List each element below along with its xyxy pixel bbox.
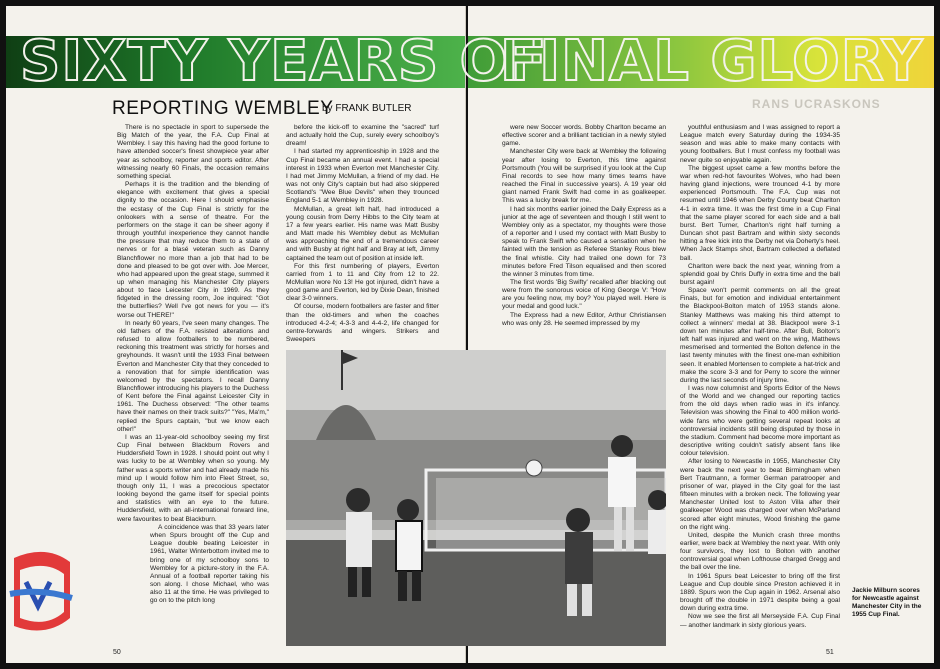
paragraph: For this first numbering of players, Everton carried from 1 to 11 and City from 12 to 22. McMullan wore No 13! He got injured, didn't have a good game and Everton, led by Dixie Dean, finished clear 3-0 winners. xyxy=(286,262,439,303)
page-number-left: 50 xyxy=(113,649,121,656)
text-column-1 xyxy=(117,124,269,524)
match-photo xyxy=(286,350,666,646)
paragraph: were new Soccer words. Bobby Charlton became an effective scorer and a brilliant tactician in a newly styled game. xyxy=(502,124,666,148)
banner-title-left: SIXTY YEARS OF xyxy=(20,29,548,94)
paragraph: before the kick-off to examine the "sacred" turf and actually hold the Cup, surely every schoolboy's dream! xyxy=(286,124,439,148)
paragraph: Charlton were back the next year, winning from a splendid goal by Chris Duffy in extra time and the ball burst again! xyxy=(680,262,840,286)
text-column-3 xyxy=(502,124,666,380)
paragraph: The Express had a new Editor, Arthur Christiansen who was only 28. He seemed impressed by my xyxy=(502,311,666,327)
paragraph: I had started my apprenticeship in 1928 and the Cup Final became an annual event. I had a special interest in 1933 when Everton met Manchester City. I had met Jimmy McMullan, a friend of my dad. He was not only City's captain but had also skippered Scotland's "Wee Blue Devils" when they trounced England 5-1 at Wembley in 1928. xyxy=(286,148,439,205)
paragraph: I had six months earlier joined the Daily Express as a junior at the age of seventeen and though I still went to Wembley only as a spectator, my thoughts were those of a reporter and I used my contact with Matt Busby to speak to Frank Swift who caused a sensation when he fainted with the tension as Referee Stanley Rous blew the final whistle. City had trailed one down for 73 minutes before Fred Tilson equalised and then scored the winner 3 minutes from time. xyxy=(502,205,666,278)
paragraph: United, despite the Munich crash three months earlier, were back at Wembley the next year. With only four survivors, they lost to Bolton with another controversial goal when Lofthouse charged Gregg and the ball over the line. xyxy=(680,531,840,572)
article-byline: by FRANK BUTLER xyxy=(322,103,412,114)
text-column-1-continued xyxy=(150,524,269,642)
paragraph: A coincidence was that 33 years later when Spurs brought off the Cup and League double beating Leicester in 1961, Walter Winterbottom invited me to bring one of my schoolboy sons to Wembley for a picture-story in the F.A. Annual of a football reporter taking his son along. I chose Michael, who was also 11 at the time. He was privileged to go on to the pitch long xyxy=(150,524,269,605)
paragraph: Of course, modern footballers are faster and fitter than the old-timers and when the coaches introduced 4-2-4; 4-3-3 and 4-4-2, life changed for centre-forwards and wingers. Strikers and Sweepers xyxy=(286,303,439,344)
page-number-right: 51 xyxy=(826,649,834,656)
paragraph: The first words 'Big Swifty' recalled after blacking out were from the sonorous voice of King George V: "How are you feeling now, my boy? You played well. Here is your medal and good luck." xyxy=(502,278,666,311)
paragraph: Now we see the first all Merseyside F.A. Cup Final — another landmark in sixty glorious years. xyxy=(680,613,840,629)
paragraph: In 1961 Spurs beat Leicester to bring off the first League and Cup double since Preston achieved it in 1889. Spurs won the Cup again in 1962. Arsenal also brought off the double in 1971 despite being a goal down during extra time. xyxy=(680,572,840,613)
fa-logo-emblem xyxy=(6,548,76,638)
photo-scene xyxy=(286,350,666,646)
paragraph: The biggest upset came a few months before the war when red-hot favourites Wolves, who had been having gland injections, were trounced 4-1 by more experienced Portsmouth. The F.A. Cup was not resumed until 1946 when Derby County beat Charlton 4-1 in extra time. It was the first time in a Cup Final that the same player scored for each side and a ball burst. Bert Turner, Charlton's right half turning a Duncan shot past Bartram and within sixty seconds hitting a free kick into the Derby net via Doherty's heel. When Jack Stamps shot, Bartram collected a deflated ball. xyxy=(680,164,840,262)
paragraph: Manchester City were back at Wembley the following year after losing to Everton, this time against Portsmouth (You will be surprised if you look at the Cup Final records to see how many times teams have reached the Final in successive years). A 19 year old giant named Frank Swift had come in as goalkeeper. This was a lucky break for me. xyxy=(502,148,666,205)
paragraph: I was an 11-year-old schoolboy seeing my first Cup Final between Blackburn Rovers and Huddersfield Town in 1928. I should point out why I was lucky to be at Wembley when so young. My father was a sports writer and had already made his mind up I would follow him into Fleet Street, so, though only 11, I was a precocious spectator looking beyond the game itself for special points and statistics with an eye to the future. Huddersfield, with an all-international forward line, were favourites to beat Blackburn. xyxy=(117,433,269,523)
paragraph: After losing to Newcastle in 1955, Manchester City were back the next year to beat Birmingham when Bert Trautmann, a former German paratrooper and prisoner of war, played in the City goal for the last fifteen minutes with a broken neck. The following year Manchester United lost to Aston Villa after their goalkeeper Wood was charged over when McParland scored after eight minutes, Wood finishing the game on the right wing. xyxy=(680,458,840,531)
text-column-2 xyxy=(286,124,439,348)
paragraph: youthful enthusiasm and I was assigned to report a League match every Saturday during the 1934-35 season and was able to make many contacts with young footballers. But I must confess my football was never quite so enjoyable again. xyxy=(680,124,840,164)
photo-caption: Jackie Milburn scores for Newcastle against Manchester City in the 1955 Cup Final. xyxy=(852,587,922,618)
paragraph: McMullan, a great left half, had introduced a young cousin from Derry Hibbs to the City team at 17 a few years earlier. His name was Matt Busby and Matt made his Wembley debut as McMullan was approaching the end of a tremendous career and with Busby at right half and Bray at left, Jimmy captained the team out of position at inside left. xyxy=(286,205,439,262)
banner-title-right: FINAL GLORY xyxy=(500,29,924,94)
paragraph: I was now columnist and Sports Editor of the News of the World and we changed our reporting tactics from the old days when radio was in it's infancy. Television was showing the Final to 400 million world-wide fans who were getting several repeat looks at controversial incidents still being disputed by those in the stadium. Comment had become more important as descriptive writing couldn't satisfy absent fans like colour television. xyxy=(680,385,840,458)
paragraph: Space won't permit comments on all the great Finals, but for emotion and individual entertainment the Blackpool-Bolton match of 1953 stands alone. Stanley Matthews was making his third attempt to collect a winners' medal at 38. Blackpool were 3-1 down ten minutes after half-time. After Bull, Bolton's left half was injured and went on the wing, Matthews mesmerised and tormented the Bolton defence in the last twenty minutes with the finest one-man exhibition seen. It enabled Mortensen to complete a hat-trick and make the score 3-3 and for Perry to score the winner during the last seconds of injury time. xyxy=(680,287,840,384)
paragraph: There is no spectacle in sport to supersede the Big Match of the year, the F.A. Cup Final at Wembley. I say this having had the good fortune to have attended soccer's finest showpiece year after year as schoolboy, reporter and sports editor. After witnessing nearly 60 Finals, the occasion remains something special. xyxy=(117,124,269,180)
paragraph: In nearly 60 years, I've seen many changes. The old fathers of the F.A. resisted alterations and refused to allow footballers to be numbered, reckoning this treatment was strictly for horses and greyhounds. It wasn't until the 1933 Final between Everton and Manchester City that they conceded to a renovation that for simple identification was welcomed by the spectators. I recall Danny Blanchflower introducing his players to the Duchess of Kent before the Final against Leicester City in 1961. The Duchess observed: "The other teams have their names on their track suits?" "Yes, Ma'm," replied the Spurs captain, "but we know each other!" xyxy=(117,319,269,433)
show-through-text: RANS UCRASKONS xyxy=(752,97,881,111)
text-column-4 xyxy=(680,124,840,642)
paragraph: Perhaps it is the tradition and the blending of elegance with excitement that gives a special dignity to the occasion. Here I should emphasise the ecstasy of the Cup Final is strictly for the onlookers with a sense of theatre. For the performers on the stage it can be sheer agony if through youthful inexperience they cannot handle the pressure that may reduce them to a state of nerves or for a blasé veteran such as Danny Blanchflower no more than a job that had to be done and pleased to be got over with. Joe Mercer, who had appeared upon the great stage, summed it up when managing his Manchester City players about to face Leicester City in 1969. As they fidgeted in the dressing room, Joe inquired: "Got the butterflies? Well I've got news for you — it's worse out THERE!" xyxy=(117,181,269,319)
article-headline: REPORTING WEMBLEY xyxy=(112,98,334,119)
